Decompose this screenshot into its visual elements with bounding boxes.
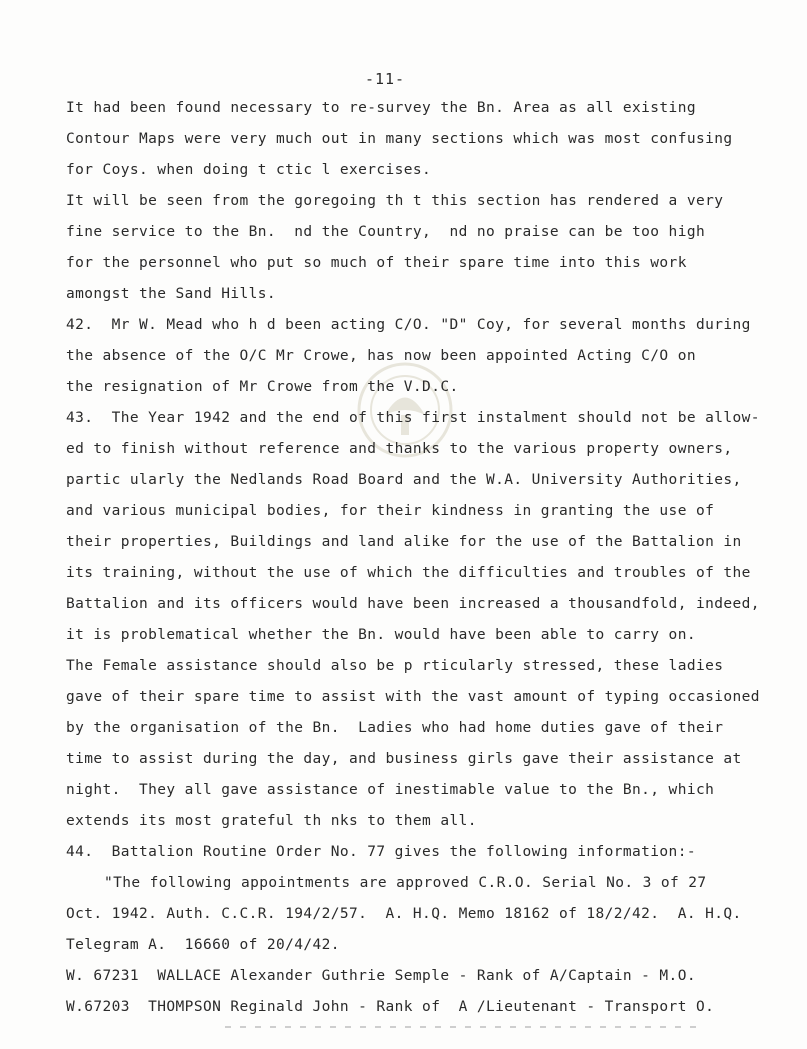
text-line: 43. The Year 1942 and the end of this first instalment should not be allow- bbox=[66, 410, 760, 426]
text-line: partic ularly the Nedlands Road Board and the W.A. University Authorities, bbox=[66, 472, 742, 488]
text-line: night. They all gave assistance of inestimable value to the Bn., which bbox=[66, 782, 715, 798]
text-line: ed to finish without reference and thanks to the various property owners, bbox=[66, 441, 733, 457]
text-line: the absence of the O/C Mr Crowe, has now been appointed Acting C/O on bbox=[66, 348, 696, 364]
text-line: and various municipal bodies, for their kindness in granting the use of bbox=[66, 503, 715, 519]
text-line: The Female assistance should also be p rticularly stressed, these ladies bbox=[66, 658, 724, 674]
text-line: W.67203 THOMPSON Reginald John - Rank of A /Lieutenant - Transport O. bbox=[66, 999, 715, 1015]
text-line: for Coys. when doing t ctic l exercises. bbox=[66, 162, 432, 178]
text-line: amongst the Sand Hills. bbox=[66, 286, 276, 302]
text-line: for the personnel who put so much of their spare time into this work bbox=[66, 255, 687, 271]
text-line: Contour Maps were very much out in many sections which was most confusing bbox=[66, 131, 733, 147]
text-line: it is problematical whether the Bn. would have been able to carry on. bbox=[66, 627, 696, 643]
text-line: It will be seen from the goregoing th t this section has rendered a very bbox=[66, 193, 724, 209]
text-line: Telegram A. 16660 of 20/4/42. bbox=[66, 937, 340, 953]
text-line: its training, without the use of which the difficulties and troubles of the bbox=[66, 565, 751, 581]
page-number: -11- bbox=[364, 70, 406, 88]
text-line: extends its most grateful th nks to them all. bbox=[66, 813, 477, 829]
text-line: W. 67231 WALLACE Alexander Guthrie Semple - Rank of A/Captain - M.O. bbox=[66, 968, 696, 984]
text-line: by the organisation of the Bn. Ladies who had home duties gave of their bbox=[66, 720, 724, 736]
text-line: fine service to the Bn. nd the Country, nd no praise can be too high bbox=[66, 224, 706, 240]
text-line: 42. Mr W. Mead who h d been acting C/O. "D" Coy, for several months during bbox=[66, 317, 751, 333]
text-line: It had been found necessary to re-survey the Bn. Area as all existing bbox=[66, 100, 696, 116]
text-line: "The following appointments are approved C.R.O. Serial No. 3 of 27 bbox=[104, 875, 707, 891]
text-line: their properties, Buildings and land alike for the use of the Battalion in bbox=[66, 534, 742, 550]
text-line: the resignation of Mr Crowe from the V.D.C. bbox=[66, 379, 459, 395]
text-line: Battalion and its officers would have been increased a thousandfold, indeed, bbox=[66, 596, 760, 612]
text-line: time to assist during the day, and business girls gave their assistance at bbox=[66, 751, 742, 767]
cut-off-line-remnant bbox=[225, 1024, 705, 1030]
text-line: gave of their spare time to assist with the vast amount of typing occasioned bbox=[66, 689, 760, 705]
text-line: 44. Battalion Routine Order No. 77 gives the following information:- bbox=[66, 844, 696, 860]
text-line: Oct. 1942. Auth. C.C.R. 194/2/57. A. H.Q. Memo 18162 of 18/2/42. A. H.Q. bbox=[66, 906, 742, 922]
